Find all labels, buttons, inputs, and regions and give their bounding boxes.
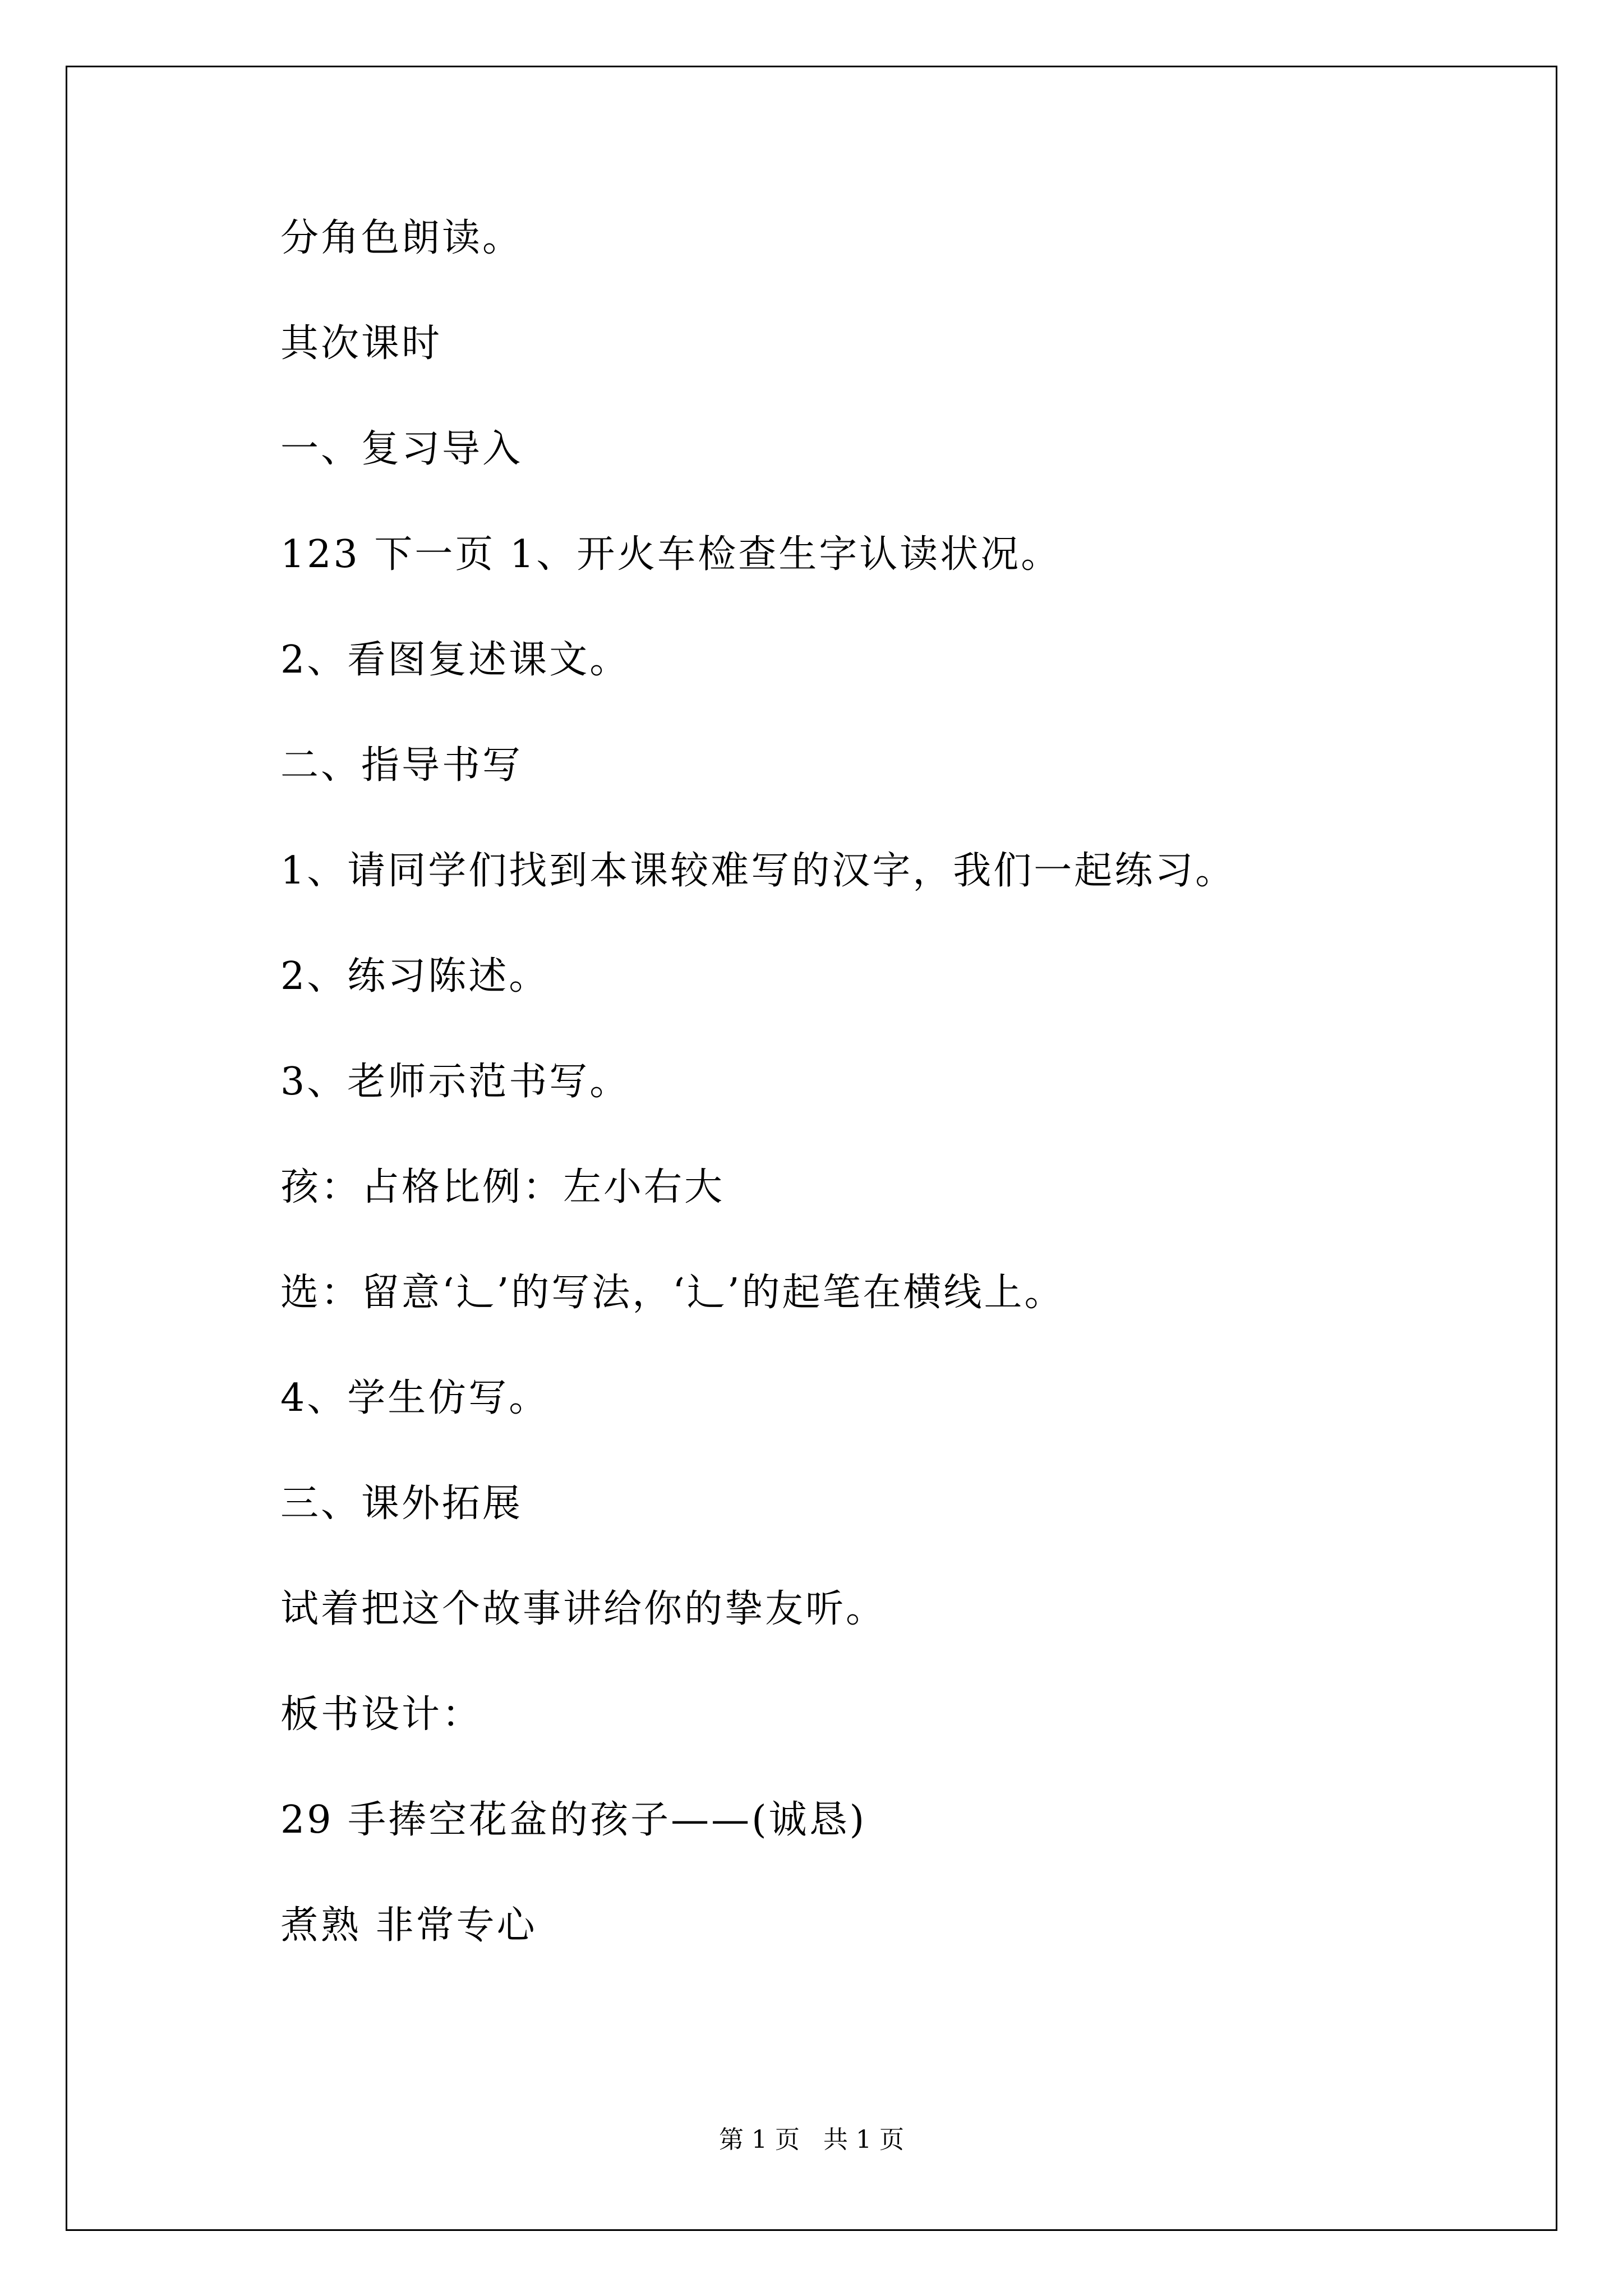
text-line: 煮熟 非常专心 — [280, 1903, 537, 1948]
text-line: 2、看图复述课文。 — [280, 638, 630, 682]
text-line: 2、练习陈述。 — [280, 954, 550, 999]
section-heading: 三、课外拓展 — [280, 1481, 523, 1526]
text-line: 29 手捧空花盆的孩子——(诚恳) — [280, 1798, 867, 1842]
text-line: 试着把这个故事讲给你的挚友听。 — [280, 1587, 887, 1631]
page-footer: 第 1 页 共 1 页 — [719, 2125, 904, 2154]
text-line: 分角色朗读。 — [280, 216, 523, 260]
section-heading: 其次课时 — [280, 321, 442, 366]
text-line: 3、老师示范书写。 — [280, 1060, 630, 1104]
text-line: 板书设计： — [280, 1692, 483, 1737]
document-body — [280, 216, 1458, 2009]
section-heading: 一、复习导入 — [280, 427, 523, 471]
text-line: 4、学生仿写。 — [280, 1376, 550, 1420]
text-line: 1、请同学们找到本课较难写的汉字，我们一起练习。 — [280, 849, 1236, 893]
text-line: 孩：占格比例：左小右大 — [280, 1165, 725, 1209]
section-heading: 二、指导书写 — [280, 743, 523, 788]
text-line: 123 下一页 1、开火车检查生字认读状况。 — [280, 532, 1062, 577]
text-line: 选：留意‘辶’的写法，‘辶’的起笔在横线上。 — [280, 1271, 1065, 1315]
